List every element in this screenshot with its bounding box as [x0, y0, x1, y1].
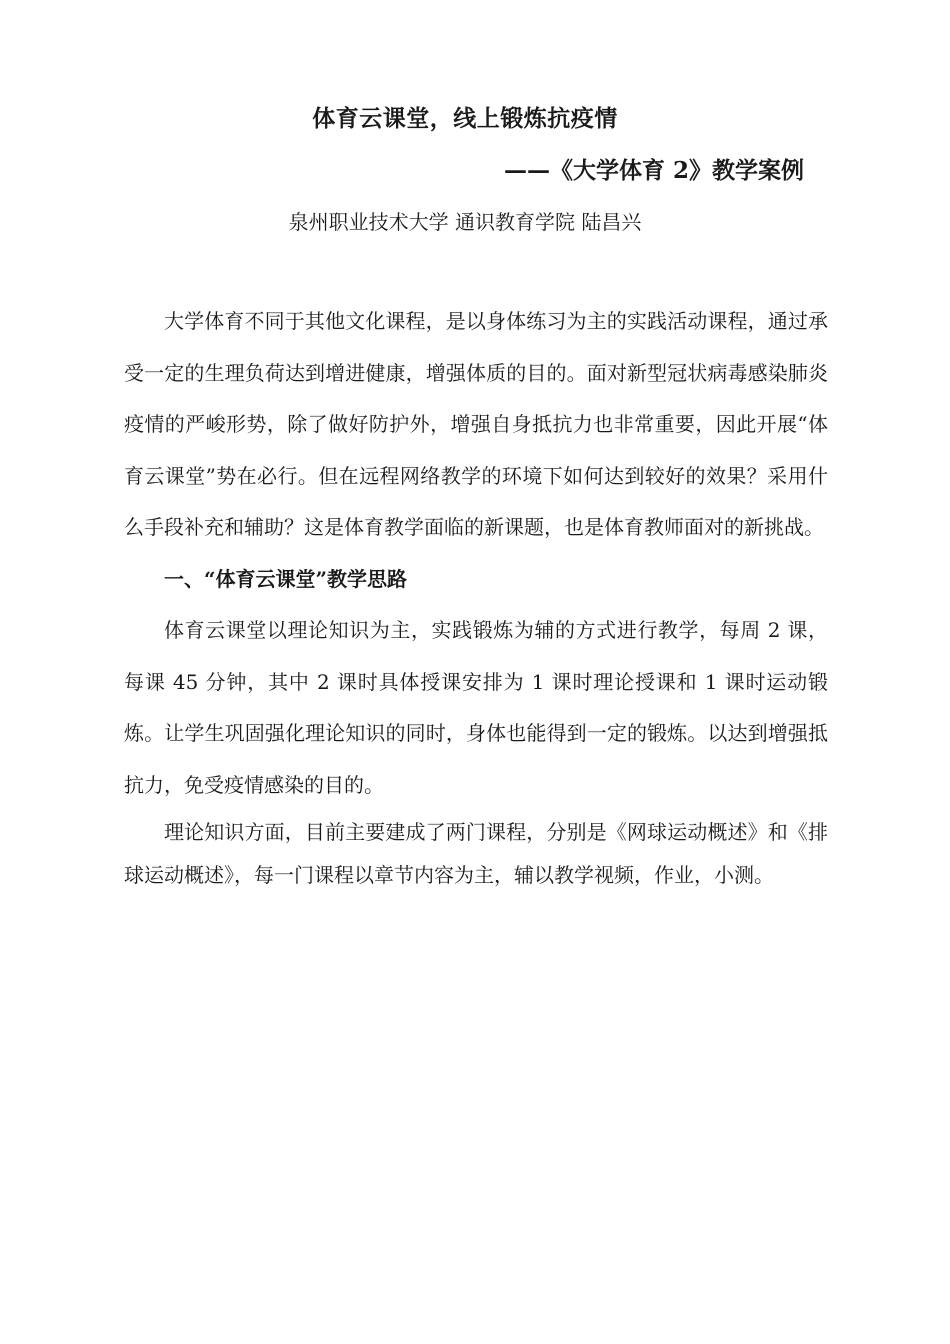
document-title: 体育云课堂，线上锻炼抗疫情: [312, 105, 618, 132]
author-line: 泉州职业技术大学 通识教育学院 陆昌兴: [288, 210, 642, 234]
section-heading-1: 一、“体育云课堂”教学思路: [164, 566, 408, 591]
paragraph-theory-courses: 理论知识方面，目前主要建成了两门课程，分别是《网球运动概述》和《排球运动概述》，每一门课程以章节内容为主，辅以教学视频，作业，小测。: [124, 820, 828, 887]
paragraph-teaching-approach: 体育云课堂以理论知识为主，实践锻炼为辅的方式进行教学，每周 2 课，每课 45 分钟，其中 2 课时具体授课安排为 1 课时理论授课和 1 课时运动锻炼。让学生巩固强化理论知识的同时，身体也能得到一定的锻炼。以达到增强抵抗力，免受疫情感染的目的。: [124, 618, 828, 797]
document-subtitle: ——《大学体育 2》教学案例: [503, 157, 804, 184]
document-body: [124, 296, 828, 897]
paragraph-intro: 大学体育不同于其他文化课程，是以身体练习为主的实践活动课程，通过承受一定的生理负荷达到增进健康，增强体质的目的。面对新型冠状病毒感染肺炎疫情的严峻形势，除了做好防护外，增强自身抵抗力也非常重要，因此开展“体育云课堂”势在必行。但在远程网络教学的环境下如何达到较好的效果？采用什么手段补充和辅助？这是体育教学面临的新课题，也是体育教师面对的新挑战。: [124, 309, 828, 539]
